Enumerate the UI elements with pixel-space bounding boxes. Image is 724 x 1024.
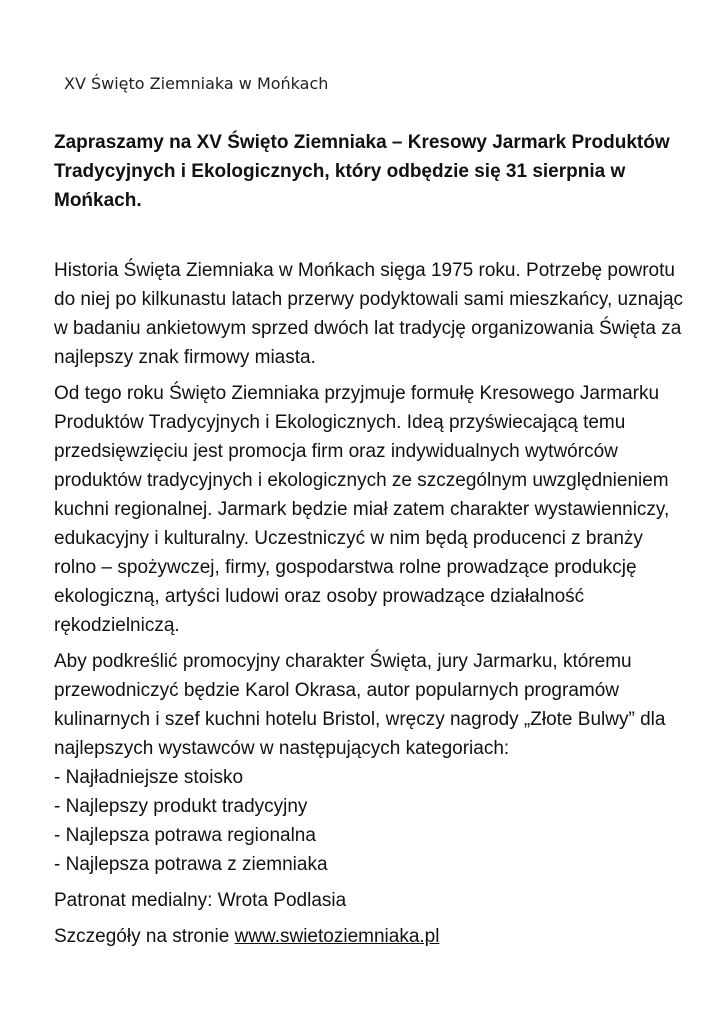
patronage-line: Patronat medialny: Wrota Podlasia bbox=[54, 890, 347, 911]
fair-formula-paragraph: Od tego roku Święto Ziemniaka przyjmuje formułę Kresowego Jarmarku Produktów Tradycyjnych i Ekologicznych. Ideą przyświecającą temu przedsięwzięciu jest promocja firm oraz indywidualnych wytwórców produktów tradycyjnych i ekologicznych ze szczególnym uwzględnieniem kuchni regionalnej. Jarmark będzie miał zatem charakter wystawienniczy, edukacyjny i kulturalny. Uczestniczyć w nim będą producenci z branży rolno – spożywczej, firmy, gospodarstwa rolne prowadzące produkcję ekologiczną, artyści ludowi oraz osoby prowadzące działalność rękodzielniczą. bbox=[54, 383, 670, 636]
list-item: - Najładniejsze stoisko bbox=[54, 767, 244, 788]
website-link[interactable]: www.swietoziemniaka.pl bbox=[234, 926, 440, 947]
awards-section bbox=[54, 647, 684, 879]
history-paragraph: Historia Święta Ziemniaka w Mońkach sięga 1975 roku. Potrzebę powrotu do niej po kilkunastu latach przerwy podyktowali sami mieszkańcy, uznając w badaniu ankietowym sprzed dwóch lat tradycję organizowania Święta za najlepszy znak firmowy miasta. bbox=[54, 260, 684, 368]
list-item: - Najlepsza potrawa regionalna bbox=[54, 825, 316, 846]
list-item: - Najlepszy produkt tradycyjny bbox=[54, 796, 308, 817]
document-body bbox=[54, 256, 684, 958]
awards-paragraph: Aby podkreślić promocyjny charakter Święta, jury Jarmarku, któremu przewodniczyć będzie Karol Okrasa, autor popularnych programów kulinarnych i szef kuchni hotelu Bristol, wręczy nagrody „Złote Bulwy” dla najlepszych wystawców w następujących kategoriach: bbox=[54, 651, 666, 759]
lead-paragraph: Zapraszamy na XV Święto Ziemniaka – Kresowy Jarmark Produktów Tradycyjnych i Ekologicznych, który odbędzie się 31 sierpnia w Mońkach. bbox=[54, 132, 670, 211]
details-line bbox=[54, 922, 684, 951]
award-categories-list bbox=[54, 763, 684, 879]
details-prefix: Szczegóły na stronie bbox=[54, 926, 235, 947]
document-title: XV Święto Ziemniaka w Mońkach bbox=[64, 74, 329, 93]
list-item: - Najlepsza potrawa z ziemniaka bbox=[54, 854, 328, 875]
